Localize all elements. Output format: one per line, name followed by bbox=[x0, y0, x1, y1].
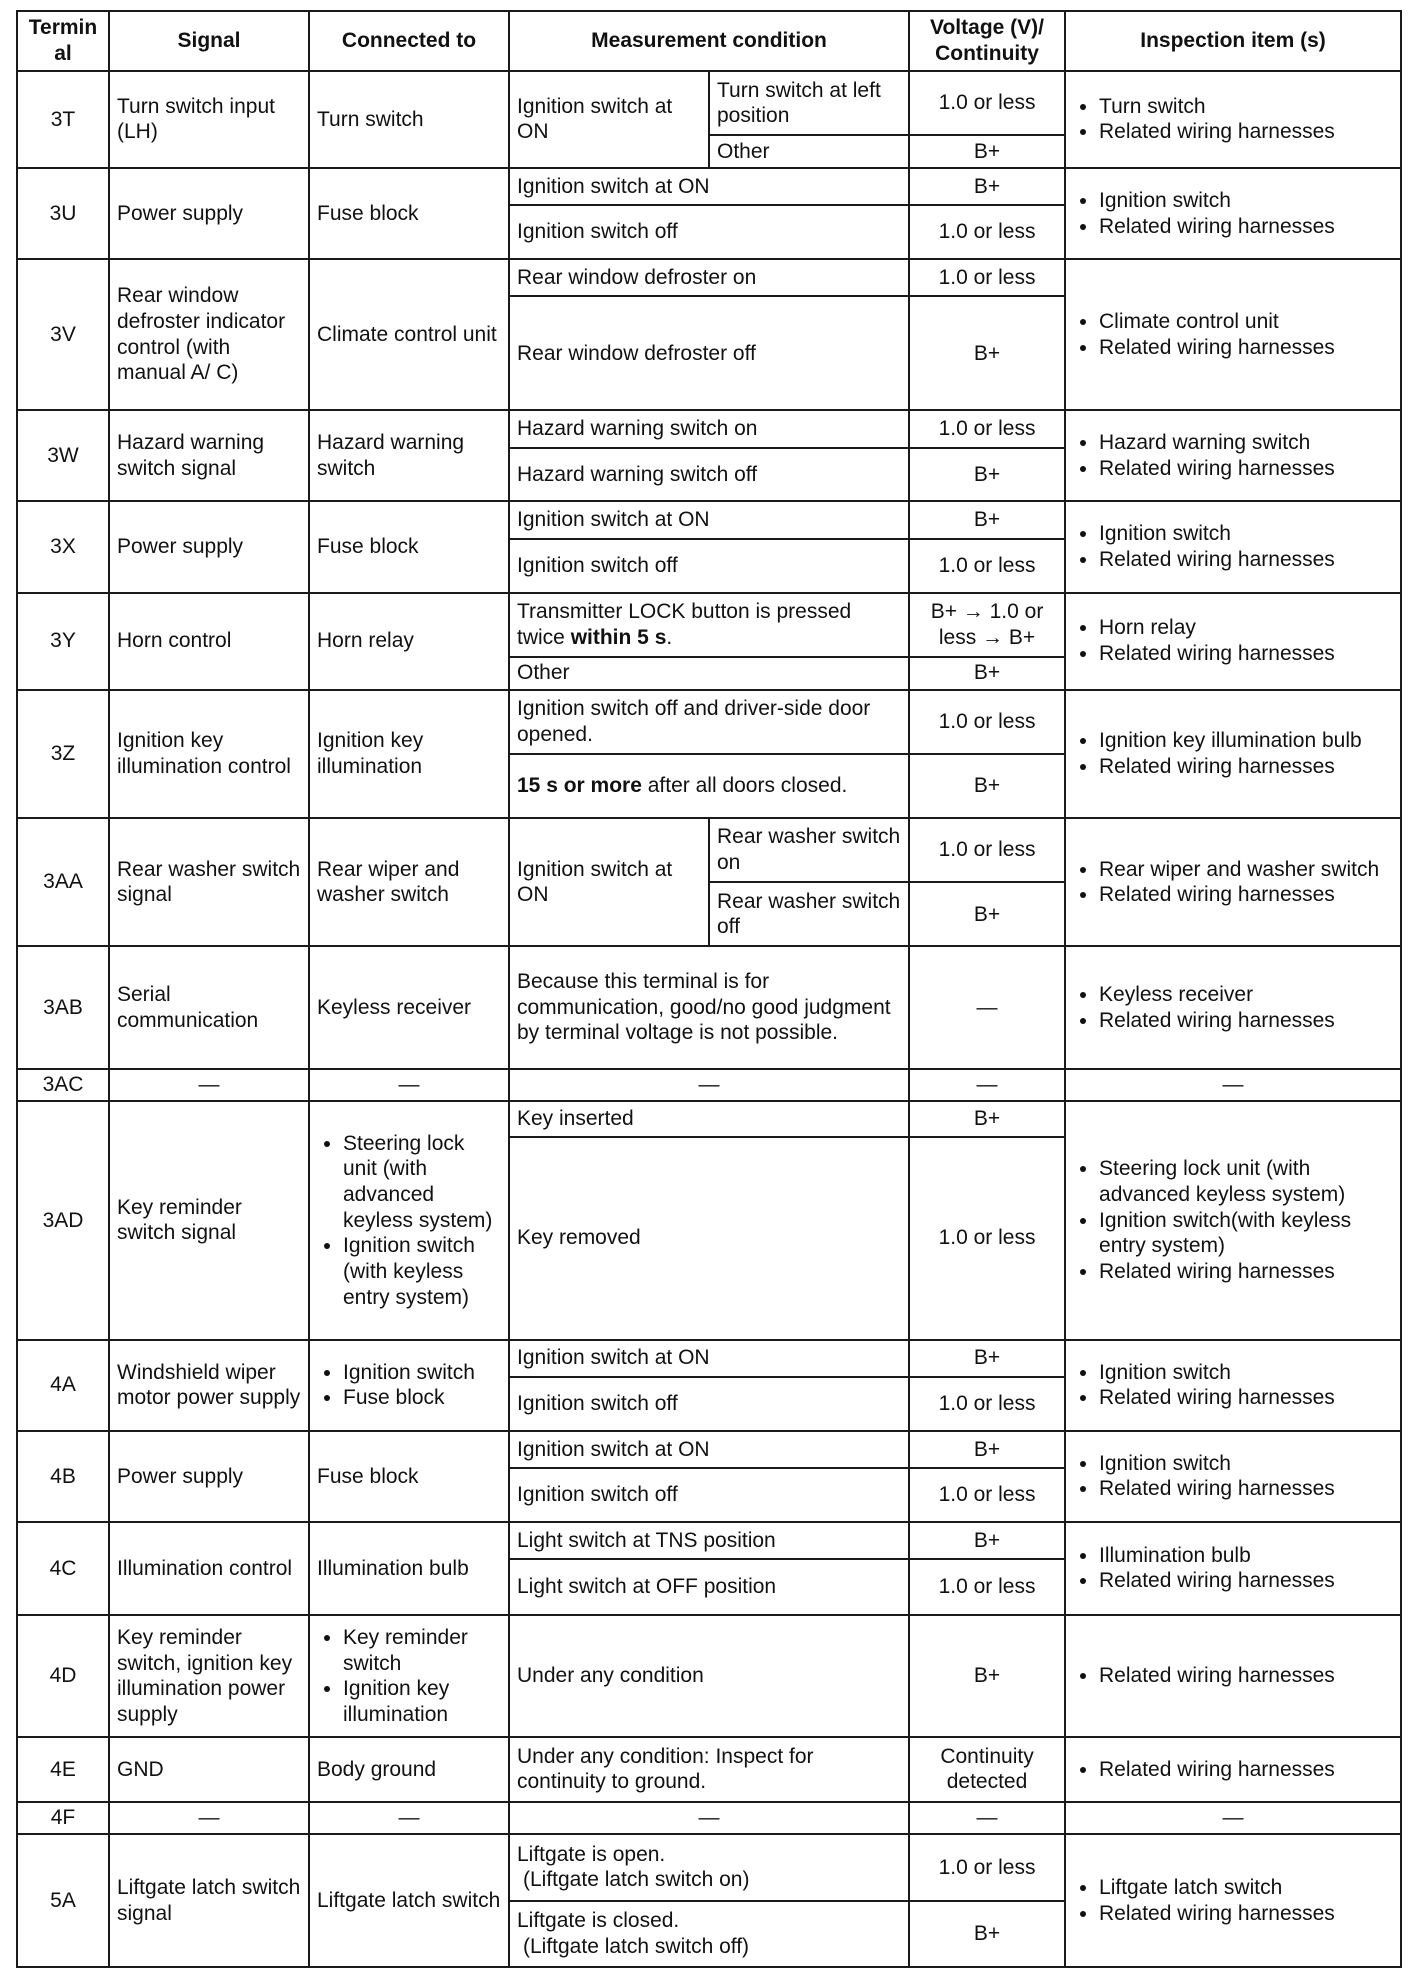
condition-cell: Hazard warning switch on bbox=[509, 410, 909, 447]
condition-bold-text: 15 s or more bbox=[517, 774, 642, 798]
inspection-item: • Turn switch bbox=[1099, 94, 1393, 120]
table-row bbox=[17, 168, 1401, 205]
terminal-cell: 3AD bbox=[17, 1101, 109, 1339]
connected-item: • Steering lock unit (with advanced keyless system) bbox=[343, 1131, 501, 1233]
condition-cell bbox=[509, 1834, 909, 1900]
condition-cell bbox=[509, 593, 909, 657]
table-row bbox=[17, 1101, 1401, 1136]
voltage-cell: B+ bbox=[909, 882, 1065, 946]
condition-cell: Ignition switch off bbox=[509, 1468, 909, 1522]
signal-cell: Power supply bbox=[109, 1431, 309, 1522]
inspection-item: • Keyless receiver bbox=[1099, 982, 1393, 1008]
inspection-cell bbox=[1065, 1101, 1401, 1339]
condition-line: (Liftgate latch switch on) bbox=[523, 1868, 750, 1892]
terminal-cell: 4A bbox=[17, 1340, 109, 1431]
condition-line: Liftgate is open. bbox=[517, 1842, 666, 1866]
condition-cell: Light switch at TNS position bbox=[509, 1522, 909, 1559]
inspection-cell: — bbox=[1065, 1069, 1401, 1102]
voltage-cell: 1.0 or less bbox=[909, 71, 1065, 135]
condition-cell: Ignition switch off bbox=[509, 539, 909, 593]
terminal-cell: 4B bbox=[17, 1431, 109, 1522]
table-row bbox=[17, 818, 1401, 882]
header-inspection: Inspection item (s) bbox=[1065, 11, 1401, 71]
inspection-item: • Related wiring harnesses bbox=[1099, 882, 1393, 908]
condition-cell: Ignition switch at ON bbox=[509, 168, 909, 205]
condition-text: . bbox=[666, 625, 673, 649]
inspection-cell bbox=[1065, 818, 1401, 946]
inspection-cell bbox=[1065, 1431, 1401, 1522]
inspection-item: • Steering lock unit (with advanced keyless system) bbox=[1099, 1156, 1393, 1207]
condition-cell: Because this terminal is for communication, good/no good judgment by terminal voltage is not possible. bbox=[509, 946, 909, 1068]
terminal-inspection-table bbox=[16, 10, 1402, 1968]
header-terminal: Termin al bbox=[17, 11, 109, 71]
voltage-cell: 1.0 or less bbox=[909, 1559, 1065, 1615]
terminal-cell: 3W bbox=[17, 410, 109, 501]
terminal-cell: 4D bbox=[17, 1615, 109, 1737]
signal-cell: GND bbox=[109, 1737, 309, 1801]
terminal-cell: 3Y bbox=[17, 593, 109, 690]
connected-cell: Fuse block bbox=[309, 168, 509, 259]
connected-cell: Fuse block bbox=[309, 1431, 509, 1522]
signal-cell: Turn switch input (LH) bbox=[109, 71, 309, 168]
signal-cell: Illumination control bbox=[109, 1522, 309, 1615]
voltage-cell: B+ bbox=[909, 501, 1065, 538]
inspection-item: • Ignition switch bbox=[1099, 521, 1393, 547]
voltage-cell: B+ bbox=[909, 135, 1065, 168]
connected-cell: Rear wiper and washer switch bbox=[309, 818, 509, 946]
voltage-cell: 1.0 or less bbox=[909, 690, 1065, 754]
voltage-cell: B+ bbox=[909, 1522, 1065, 1559]
terminal-cell: 5A bbox=[17, 1834, 109, 1967]
condition-cell: Ignition switch at ON bbox=[509, 1340, 909, 1377]
inspection-cell bbox=[1065, 168, 1401, 259]
signal-cell: Key reminder switch, ignition key illumination power supply bbox=[109, 1615, 309, 1737]
voltage-cell: B+ bbox=[909, 1431, 1065, 1468]
signal-cell: Hazard warning switch signal bbox=[109, 410, 309, 501]
inspection-item: • Related wiring harnesses bbox=[1099, 214, 1393, 240]
voltage-cell: B+ bbox=[909, 168, 1065, 205]
table-row bbox=[17, 946, 1401, 1068]
inspection-item: • Related wiring harnesses bbox=[1099, 1901, 1393, 1927]
connected-cell: Body ground bbox=[309, 1737, 509, 1801]
inspection-item: • Related wiring harnesses bbox=[1099, 1663, 1393, 1689]
condition-cell: Ignition switch at ON bbox=[509, 501, 909, 538]
inspection-item: • Related wiring harnesses bbox=[1099, 1757, 1393, 1783]
voltage-cell: 1.0 or less bbox=[909, 1468, 1065, 1522]
condition-cell: — bbox=[509, 1802, 909, 1835]
voltage-cell: 1.0 or less bbox=[909, 539, 1065, 593]
table-row bbox=[17, 1340, 1401, 1377]
inspection-item: • Ignition key illumination bulb bbox=[1099, 728, 1393, 754]
condition-cell: Ignition switch off and driver-side door opened. bbox=[509, 690, 909, 754]
voltage-cell: B+ bbox=[909, 296, 1065, 410]
inspection-item: • Rear wiper and washer switch bbox=[1099, 857, 1393, 883]
terminal-cell: 3AB bbox=[17, 946, 109, 1068]
table-row bbox=[17, 593, 1401, 657]
voltage-cell: B+ bbox=[909, 1615, 1065, 1737]
header-row bbox=[17, 11, 1401, 71]
signal-cell: — bbox=[109, 1802, 309, 1835]
condition-cell: Hazard warning switch off bbox=[509, 448, 909, 502]
condition-cell: Light switch at OFF position bbox=[509, 1559, 909, 1615]
connected-cell: Illumination bulb bbox=[309, 1522, 509, 1615]
voltage-cell: B+ bbox=[909, 657, 1065, 690]
terminal-cell: 3U bbox=[17, 168, 109, 259]
inspection-cell bbox=[1065, 593, 1401, 690]
condition-line: (Liftgate latch switch off) bbox=[523, 1934, 750, 1958]
connected-item: • Ignition switch (with keyless entry system) bbox=[343, 1233, 501, 1310]
condition-main-cell: Ignition switch at ON bbox=[509, 71, 709, 168]
connected-cell bbox=[309, 1615, 509, 1737]
condition-cell bbox=[509, 1901, 909, 1967]
table-row bbox=[17, 410, 1401, 447]
inspection-cell bbox=[1065, 501, 1401, 592]
condition-line: Liftgate is closed. bbox=[517, 1909, 680, 1933]
connected-cell: Climate control unit bbox=[309, 259, 509, 410]
table-row bbox=[17, 1737, 1401, 1801]
inspection-item: • Related wiring harnesses bbox=[1099, 1568, 1393, 1594]
condition-cell: Ignition switch off bbox=[509, 1377, 909, 1431]
signal-cell: Power supply bbox=[109, 168, 309, 259]
voltage-cell: — bbox=[909, 1069, 1065, 1102]
connected-item: • Ignition key illumination bbox=[343, 1676, 501, 1727]
inspection-cell bbox=[1065, 410, 1401, 501]
signal-cell: Horn control bbox=[109, 593, 309, 690]
signal-cell: Serial communication bbox=[109, 946, 309, 1068]
condition-cell: Rear window defroster on bbox=[509, 259, 909, 296]
voltage-cell: B+ bbox=[909, 1101, 1065, 1136]
condition-text: Transmitter LOCK button is pressed twice bbox=[517, 600, 852, 649]
connected-cell bbox=[309, 1340, 509, 1431]
condition-cell: Rear washer switch off bbox=[709, 882, 909, 946]
terminal-cell: 3X bbox=[17, 501, 109, 592]
inspection-cell bbox=[1065, 1340, 1401, 1431]
inspection-item: • Related wiring harnesses bbox=[1099, 754, 1393, 780]
table-row bbox=[17, 501, 1401, 538]
signal-cell: Rear window defroster indicator control (with manual A/ C) bbox=[109, 259, 309, 410]
condition-cell: Other bbox=[709, 135, 909, 168]
terminal-cell: 3Z bbox=[17, 690, 109, 818]
voltage-cell: 1.0 or less bbox=[909, 818, 1065, 882]
inspection-item: • Climate control unit bbox=[1099, 309, 1393, 335]
connected-cell: Hazard warning switch bbox=[309, 410, 509, 501]
inspection-item: • Related wiring harnesses bbox=[1099, 456, 1393, 482]
condition-main-cell: Ignition switch at ON bbox=[509, 818, 709, 946]
header-connected-to: Connected to bbox=[309, 11, 509, 71]
inspection-item: • Related wiring harnesses bbox=[1099, 641, 1393, 667]
signal-cell: Rear washer switch signal bbox=[109, 818, 309, 946]
header-measurement-condition: Measurement condition bbox=[509, 11, 909, 71]
condition-cell: Rear washer switch on bbox=[709, 818, 909, 882]
inspection-item: • Horn relay bbox=[1099, 615, 1393, 641]
connected-cell: Turn switch bbox=[309, 71, 509, 168]
voltage-cell: B+ → 1.0 or less → B+ bbox=[909, 593, 1065, 657]
table-row bbox=[17, 1069, 1401, 1102]
voltage-cell: — bbox=[909, 1802, 1065, 1835]
inspection-cell bbox=[1065, 1834, 1401, 1967]
signal-cell: Key reminder switch signal bbox=[109, 1101, 309, 1339]
header-signal: Signal bbox=[109, 11, 309, 71]
condition-cell: Other bbox=[509, 657, 909, 690]
connected-cell: — bbox=[309, 1802, 509, 1835]
connected-cell: Liftgate latch switch bbox=[309, 1834, 509, 1967]
table-row bbox=[17, 690, 1401, 754]
inspection-item: • Ignition switch bbox=[1099, 1451, 1393, 1477]
signal-cell: Power supply bbox=[109, 501, 309, 592]
connected-cell bbox=[309, 1101, 509, 1339]
condition-cell: Key inserted bbox=[509, 1101, 909, 1136]
connected-cell: Horn relay bbox=[309, 593, 509, 690]
signal-cell: Windshield wiper motor power supply bbox=[109, 1340, 309, 1431]
condition-cell: Under any condition: Inspect for continuity to ground. bbox=[509, 1737, 909, 1801]
connected-item: • Key reminder switch bbox=[343, 1625, 501, 1676]
terminal-cell: 4E bbox=[17, 1737, 109, 1801]
inspection-cell bbox=[1065, 1737, 1401, 1801]
connected-cell: — bbox=[309, 1069, 509, 1102]
condition-cell: — bbox=[509, 1069, 909, 1102]
table-row bbox=[17, 1615, 1401, 1737]
terminal-cell: 3AA bbox=[17, 818, 109, 946]
inspection-item: • Related wiring harnesses bbox=[1099, 119, 1393, 145]
voltage-cell: 1.0 or less bbox=[909, 1137, 1065, 1340]
terminal-cell: 4F bbox=[17, 1802, 109, 1835]
table-row bbox=[17, 1431, 1401, 1468]
inspection-cell bbox=[1065, 1522, 1401, 1615]
condition-cell bbox=[509, 754, 909, 818]
condition-bold-text: within 5 s bbox=[570, 625, 667, 649]
inspection-cell: — bbox=[1065, 1802, 1401, 1835]
inspection-item: • Related wiring harnesses bbox=[1099, 1008, 1393, 1034]
inspection-item: • Liftgate latch switch bbox=[1099, 1875, 1393, 1901]
terminal-cell: 4C bbox=[17, 1522, 109, 1615]
voltage-cell: B+ bbox=[909, 448, 1065, 502]
inspection-item: • Related wiring harnesses bbox=[1099, 335, 1393, 361]
condition-cell: Rear window defroster off bbox=[509, 296, 909, 410]
header-voltage: Voltage (V)/ Continuity bbox=[909, 11, 1065, 71]
inspection-item: • Ignition switch bbox=[1099, 188, 1393, 214]
table-row bbox=[17, 71, 1401, 135]
table-row bbox=[17, 1802, 1401, 1835]
signal-cell: Ignition key illumination control bbox=[109, 690, 309, 818]
condition-text: after all doors closed. bbox=[641, 774, 848, 798]
table-row bbox=[17, 1522, 1401, 1559]
voltage-cell: 1.0 or less bbox=[909, 259, 1065, 296]
terminal-cell: 3V bbox=[17, 259, 109, 410]
condition-cell: Turn switch at left position bbox=[709, 71, 909, 135]
voltage-cell: Continuity detected bbox=[909, 1737, 1065, 1801]
inspection-cell bbox=[1065, 946, 1401, 1068]
signal-cell: — bbox=[109, 1069, 309, 1102]
voltage-cell: 1.0 or less bbox=[909, 205, 1065, 259]
connected-cell: Fuse block bbox=[309, 501, 509, 592]
inspection-item: • Illumination bulb bbox=[1099, 1543, 1393, 1569]
table-row bbox=[17, 259, 1401, 296]
connected-cell: Keyless receiver bbox=[309, 946, 509, 1068]
table-row bbox=[17, 1834, 1401, 1900]
terminal-cell: 3AC bbox=[17, 1069, 109, 1102]
voltage-cell: B+ bbox=[909, 1340, 1065, 1377]
inspection-item: • Hazard warning switch bbox=[1099, 430, 1393, 456]
inspection-cell bbox=[1065, 71, 1401, 168]
inspection-cell bbox=[1065, 690, 1401, 818]
voltage-cell: 1.0 or less bbox=[909, 1377, 1065, 1431]
condition-cell: Under any condition bbox=[509, 1615, 909, 1737]
terminal-cell: 3T bbox=[17, 71, 109, 168]
condition-cell: Ignition switch at ON bbox=[509, 1431, 909, 1468]
inspection-item: • Related wiring harnesses bbox=[1099, 1385, 1393, 1411]
inspection-cell bbox=[1065, 1615, 1401, 1737]
voltage-cell: B+ bbox=[909, 1901, 1065, 1967]
voltage-cell: B+ bbox=[909, 754, 1065, 818]
condition-cell: Key removed bbox=[509, 1137, 909, 1340]
inspection-cell bbox=[1065, 259, 1401, 410]
inspection-item: • Related wiring harnesses bbox=[1099, 547, 1393, 573]
voltage-cell: 1.0 or less bbox=[909, 1834, 1065, 1900]
inspection-item: • Related wiring harnesses bbox=[1099, 1259, 1393, 1285]
voltage-cell: 1.0 or less bbox=[909, 410, 1065, 447]
connected-cell: Ignition key illumination bbox=[309, 690, 509, 818]
inspection-item: • Ignition switch bbox=[1099, 1360, 1393, 1386]
inspection-item: • Ignition switch(with keyless entry system) bbox=[1099, 1208, 1393, 1259]
signal-cell: Liftgate latch switch signal bbox=[109, 1834, 309, 1967]
connected-item: • Ignition switch bbox=[343, 1360, 501, 1386]
voltage-cell: — bbox=[909, 946, 1065, 1068]
condition-cell: Ignition switch off bbox=[509, 205, 909, 259]
connected-item: • Fuse block bbox=[343, 1385, 501, 1411]
inspection-item: • Related wiring harnesses bbox=[1099, 1476, 1393, 1502]
